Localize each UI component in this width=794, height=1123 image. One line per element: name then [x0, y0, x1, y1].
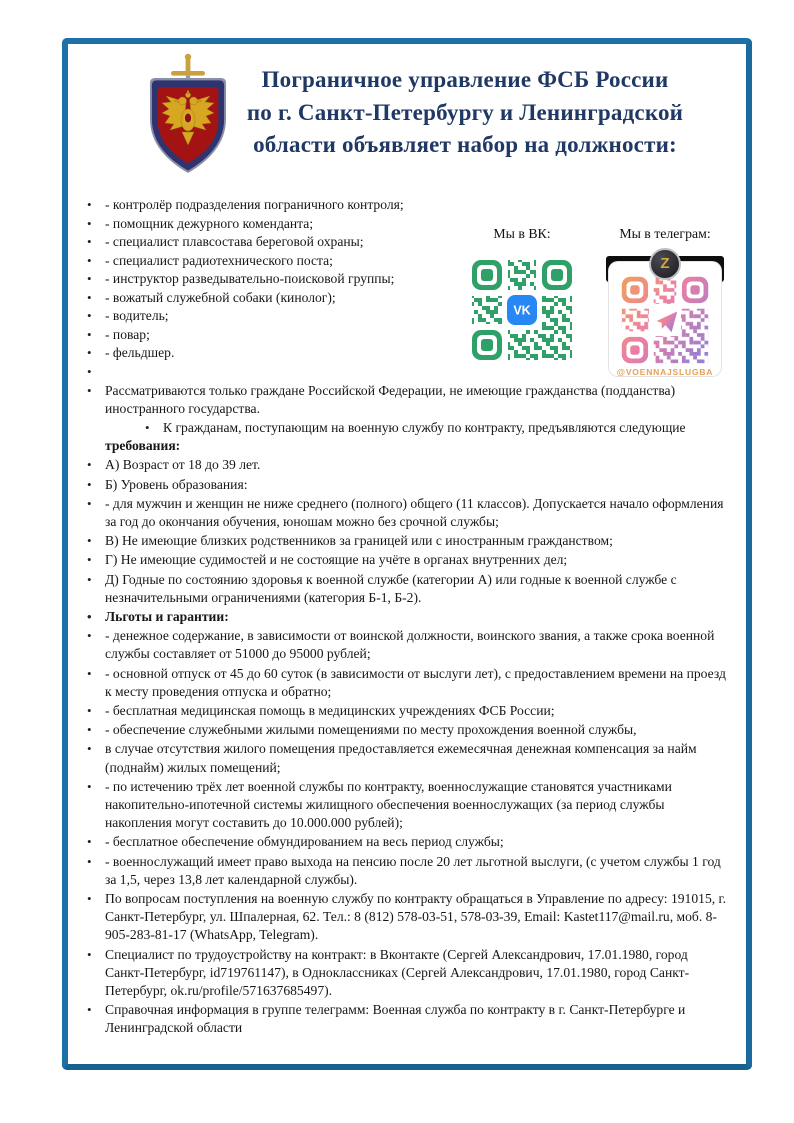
benefit-item: • - по истечению трёх лет военной службы по контракту, военнослужащие становятся участниками накопительно-ипотечной системы жилищного обеспечения военнослужащих (за период службы накопления могут составить до 10.000.000 рублей); [86, 778, 730, 833]
benefit-item: • - денежное содержание, в зависимости от воинской должности, воинского звания, а также срока военной службы составляет от 51000 до 95000 рублей; [86, 627, 730, 663]
benefit-item: • в случае отсутствия жилого помещения предоставляется ежемесячная денежная компенсация за найм (поднайм) жилых помещений; [86, 740, 730, 776]
requirement-item: • - для мужчин и женщин не ниже среднего (полного) общего (11 классов). Допускается начало оформления за год до окончания обучения, юношам можно без срочной службы; [86, 495, 730, 531]
positions-list [78, 196, 458, 381]
z-badge-icon: Z [649, 248, 681, 280]
vk-qr-block [466, 226, 578, 378]
vk-qr-label: Мы в ВК: [493, 226, 551, 241]
fsb-emblem-icon [140, 50, 236, 181]
application-contact-info: • По вопросам поступления на военную службу по контракту обращаться в Управление по адресу: 191015, г. Санкт-Петербург, ул. Шпалерная, 62. Тел.: 8 (812) 578-03-51, 578-03-39, Email: Kastet117@mail.ru, моб. 8-905-283-81-17 (WhatsApp, Telegram). [86, 890, 730, 945]
document-border-frame [62, 38, 752, 1070]
benefit-item: • - обеспечение служебными жилыми помещениями по месту прохождения военной службы, [86, 721, 730, 739]
requirement-item: • Б) Уровень образования: [86, 476, 730, 494]
position-item: • - вожатый служебной собаки (кинолог); [86, 289, 458, 307]
document-header [78, 50, 730, 188]
requirement-item: • А) Возраст от 18 до 39 лет. [86, 456, 730, 474]
position-item: • - фельдшер. [86, 344, 458, 362]
page-title [236, 64, 694, 162]
benefit-item: • - бесплатная медицинская помощь в медицинских учреждениях ФСБ России; [86, 702, 730, 720]
requirement-item: • В) Не имеющие близких родственников за границей или с иностранным гражданством; [86, 532, 730, 550]
position-item: • - контролёр подразделения пограничного контроля; [86, 196, 458, 214]
title-line-1: Пограничное управление ФСБ России [261, 67, 669, 92]
requirements-intro-text: К гражданам, поступающим на военную службу по контракту, предъявляются следующие [163, 419, 686, 435]
document-body [78, 196, 730, 1038]
requirement-item: • Д) Годные по состоянию здоровья к военной службе (категории А) или годные к военной службе с незначительными ограничениями (категория Б-1, Б-2). [86, 571, 730, 607]
paragraphs-list [78, 382, 730, 1038]
telegram-qr-label: Мы в телеграм: [619, 226, 711, 241]
requirement-item: • Г) Не имеющие судимостей и не состоящие на учёте в органах внутренних дел; [86, 551, 730, 569]
position-item: • - специалист плавсостава береговой охраны; [86, 233, 458, 251]
vk-qr-code [466, 254, 578, 366]
title-line-3: области объявляет набор на должности: [253, 132, 677, 158]
benefit-item: • - бесплатное обеспечение обмундированием на весь период службы; [86, 833, 730, 851]
position-item: • - инструктор разведывательно-поисковой группы; [86, 270, 458, 288]
telegram-handle: @VOENNAJSLUGBA [616, 367, 714, 377]
position-item: • - помощник дежурного коменданта; [86, 215, 458, 233]
telegram-qr-block [606, 226, 724, 378]
vk-logo-text: VK [513, 303, 531, 318]
benefit-item: • - военнослужащий имеет право выхода на пенсию после 20 лет льготной выслуги, (с учетом службы 1 год за 1,5, через 13,8 лет календарной службы). [86, 853, 730, 889]
benefits-heading: • Льготы и гарантии: [86, 608, 730, 626]
title-line-2: по г. Санкт-Петербургу и Ленинградской [246, 99, 684, 125]
position-item: • - специалист радиотехнического поста; [86, 252, 458, 270]
requirements-intro [86, 419, 730, 455]
position-item: • - повар; [86, 326, 458, 344]
empty-list-item [86, 363, 458, 381]
citizenship-note: • Рассматриваются только граждане Российской Федерации, не имеющие гражданства (подданства) иностранного государства. [86, 382, 730, 418]
position-item: • - водитель; [86, 307, 458, 325]
qr-codes-section [466, 226, 724, 378]
requirements-heading: требования: [105, 438, 181, 454]
benefit-item: • - основной отпуск от 45 до 60 суток (в зависимости от выслуги лет), с предоставлением времени на проезд к месту проведения отпуска и обратно; [86, 665, 730, 701]
recruiter-contact-info: • Специалист по трудоустройству на контракт: в Вконтакте (Сергей Александрович, 17.01.1980, город Санкт-Петербург, id719761147), в Одноклассниках (Сергей Александрович, 17.01.1980, город Санкт-Петербург, ok.ru/profile/571637685497). [86, 946, 730, 1001]
telegram-qr-code [606, 250, 724, 378]
telegram-group-info: • Справочная информация в группе телеграмм: Военная служба по контракту в г. Санкт-Петербурге и Ленинградской области [86, 1001, 730, 1037]
